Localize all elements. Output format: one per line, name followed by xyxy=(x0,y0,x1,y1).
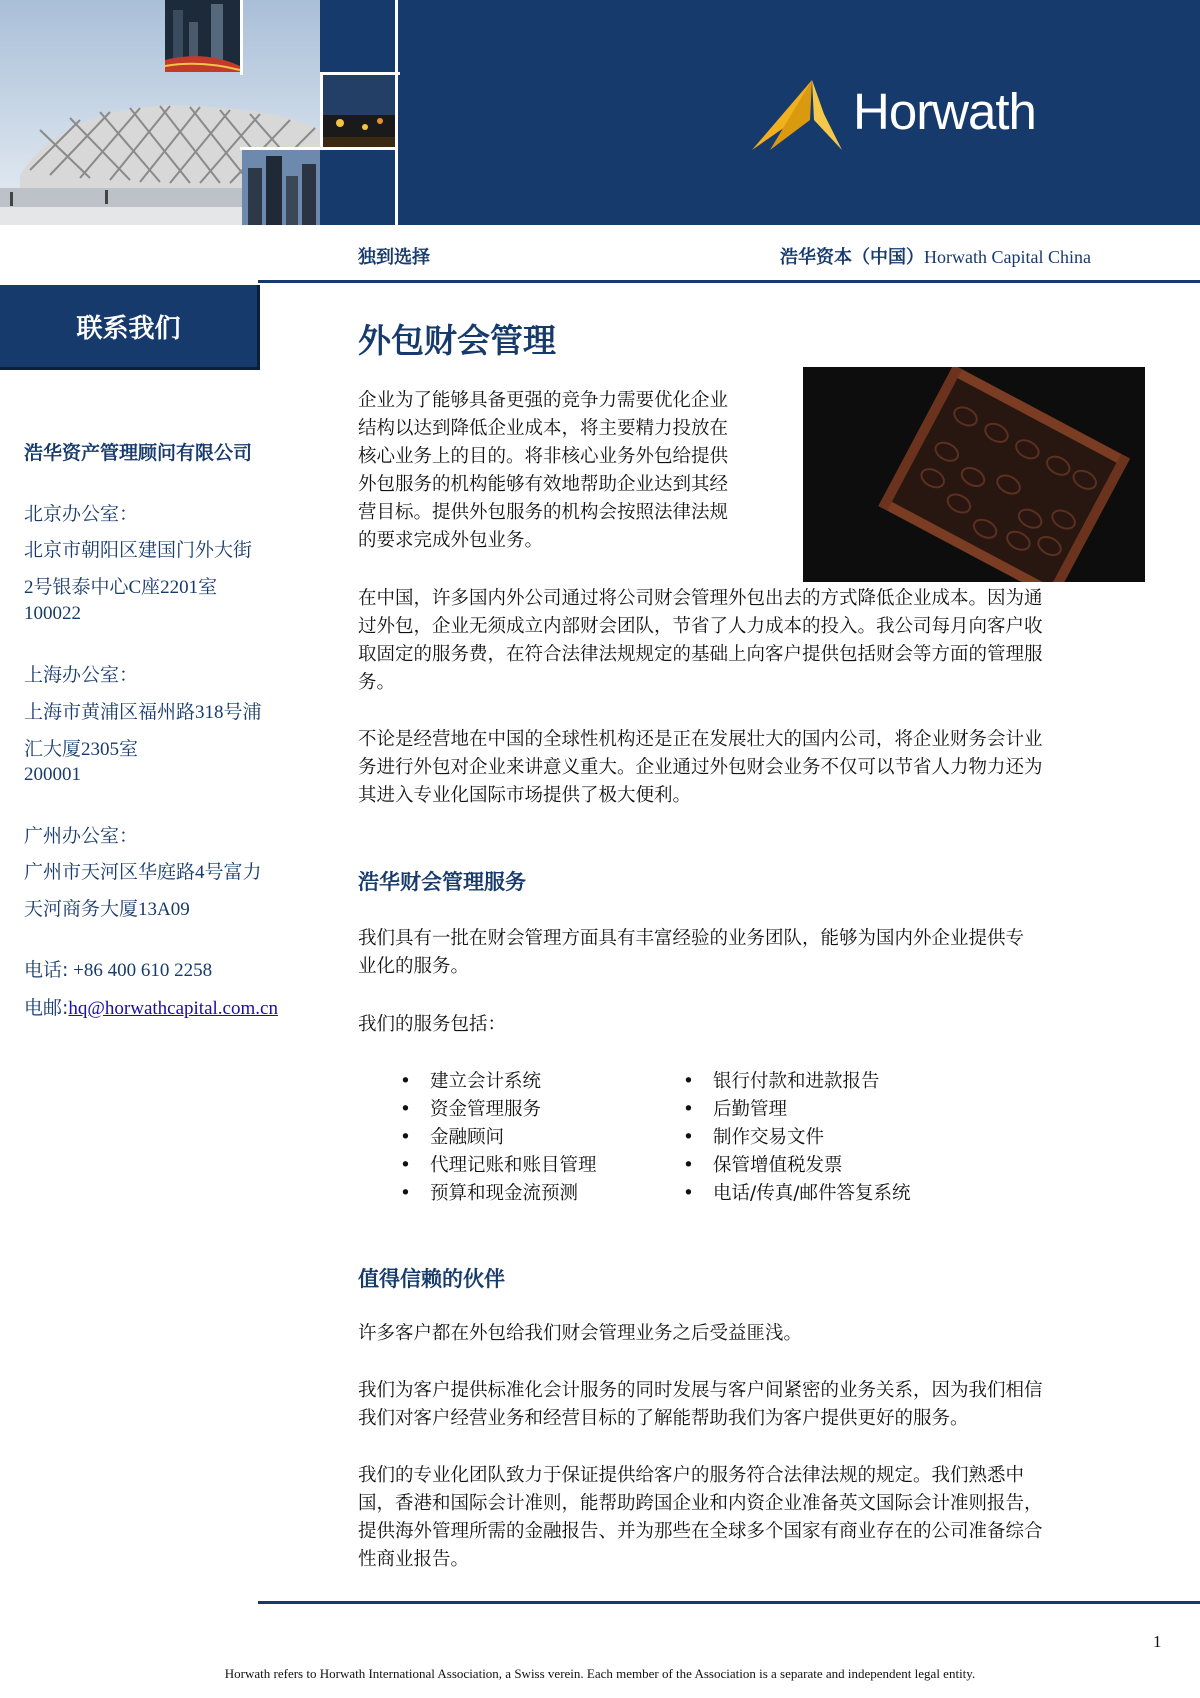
text-line: 在中国，许多国内外公司通过将公司财会管理外包出去的方式降低企业成本。因为通 xyxy=(358,588,1043,609)
text-line: 营目标。提供外包服务的机构会按照法律法规 xyxy=(358,502,729,523)
paragraph xyxy=(358,925,1161,981)
paragraph xyxy=(358,1377,1161,1433)
bullet: • xyxy=(683,1071,694,1092)
skyscrapers-photo xyxy=(242,150,320,225)
office-label-beijing: 北京办公室： xyxy=(24,503,139,525)
footer-disclaimer: Horwath refers to Horwath International Association, a Swiss verein. Each member of the Association is a separate and independent legal entity. xyxy=(224,1666,976,1681)
banner-divider xyxy=(320,72,400,75)
service-label: 代理记账和账目管理 xyxy=(430,1155,597,1176)
list-item xyxy=(683,1152,910,1180)
sidebar-company-name: 浩华资产管理顾问有限公司 xyxy=(24,442,253,464)
text-line: 的要求完成外包业务。 xyxy=(358,530,544,551)
bullet: • xyxy=(400,1099,411,1120)
service-label: 金融顾问 xyxy=(430,1127,505,1148)
text-line: 结构以达到降低企业成本，将主要精力投放在 xyxy=(358,418,729,439)
bullet: • xyxy=(683,1155,694,1176)
banner-divider xyxy=(240,147,398,150)
footer-rule xyxy=(258,1601,1200,1604)
service-label: 电话/传真/邮件答复系统 xyxy=(713,1183,911,1204)
service-label: 预算和现金流预测 xyxy=(430,1183,579,1204)
email-link[interactable]: hq@horwathcapital.com.cn xyxy=(68,998,278,1019)
bullet: • xyxy=(683,1183,694,1204)
horwath-logo-icon xyxy=(752,80,852,152)
bullet: • xyxy=(683,1127,694,1148)
banner-divider xyxy=(395,0,398,225)
paragraph: 许多客户都在外包给我们财会管理业务之后受益匪浅。 xyxy=(358,1323,803,1344)
list-item xyxy=(400,1152,597,1180)
office-label-guangzhou: 广州办公室： xyxy=(24,825,139,847)
list-item xyxy=(683,1180,910,1208)
city-towers-photo xyxy=(165,0,240,72)
list-item xyxy=(683,1124,910,1152)
text-line: 我们为客户提供标准化会计服务的同时发展与客户间紧密的业务关系，因为我们相信 xyxy=(358,1380,1043,1401)
text-line: 其进入专业化国际市场提供了极大便利。 xyxy=(358,785,692,806)
service-label: 建立会计系统 xyxy=(430,1071,542,1092)
email-label: 电邮: xyxy=(24,997,69,1019)
list-item xyxy=(400,1096,597,1124)
header-rule xyxy=(258,280,1200,283)
section-heading: 值得信赖的伙伴 xyxy=(358,1267,505,1291)
bullet: • xyxy=(400,1127,411,1148)
text-line: 务进行外包对企业来讲意义重大。企业通过外包财会业务不仅可以节省人力物力还为 xyxy=(358,757,1043,778)
service-label: 银行付款和进款报告 xyxy=(713,1071,880,1092)
text-line: 性商业报告。 xyxy=(358,1549,470,1570)
page-title: 外包财会管理 xyxy=(358,321,556,360)
service-label: 后勤管理 xyxy=(713,1099,788,1120)
office-address-guangzhou: 广州市天河区华庭路4号富力 xyxy=(24,862,262,883)
list-item xyxy=(683,1068,910,1096)
bullet: • xyxy=(683,1099,694,1120)
phone-label: 电话: xyxy=(24,959,69,981)
office-address-beijing: 北京市朝阳区建国门外大街 xyxy=(24,540,253,561)
text-line: 过外包，企业无须成立内部财会团队，节省了人力成本的投入。我公司每月向客户收 xyxy=(358,616,1043,637)
list-item xyxy=(400,1180,597,1208)
page-number: 1 xyxy=(1153,1632,1162,1651)
service-label: 资金管理服务 xyxy=(430,1099,542,1120)
text-line: 我们具有一批在财会管理方面具有丰富经验的业务团队，能够为国内外企业提供专 xyxy=(358,928,1025,949)
office-label-shanghai: 上海办公室： xyxy=(24,664,139,686)
list-item xyxy=(400,1124,597,1152)
text-line: 企业为了能够具备更强的竞争力需要优化企业 xyxy=(358,390,729,411)
office-address-guangzhou: 天河商务大厦13A09 xyxy=(24,899,190,920)
text-line: 取固定的服务费，在符合法律法规规定的基础上向客户提供包括财会等方面的管理服 xyxy=(358,644,1043,665)
header-banner xyxy=(0,0,1200,225)
text-line: 我们对客户经营业务和经营目标的了解能帮助我们为客户提供更好的服务。 xyxy=(358,1408,969,1429)
tagline: 独到选择 xyxy=(358,247,430,268)
company-name-en: Horwath Capital China xyxy=(924,247,1091,267)
office-address-shanghai: 汇大厦2305室 xyxy=(24,739,139,760)
bullet: • xyxy=(400,1071,411,1092)
text-line: 国，香港和国际会计准则，能帮助跨国企业和内资企业准备英文国际会计准则报告， xyxy=(358,1493,1043,1514)
phone-number: +86 400 610 2258 xyxy=(73,960,213,981)
contact-heading-shadow xyxy=(0,367,260,370)
company-name-header xyxy=(780,243,1091,269)
text-line: 我们的专业化团队致力于保证提供给客户的服务符合法律法规的规定。我们熟悉中 xyxy=(358,1465,1025,1486)
text-line: 核心业务上的目的。将非核心业务外包给提供 xyxy=(358,446,729,467)
paragraph xyxy=(358,1462,1161,1574)
text-line: 业化的服务。 xyxy=(358,956,470,977)
paragraph xyxy=(358,585,1161,697)
phone-row xyxy=(24,955,212,982)
banner-divider xyxy=(240,0,243,75)
office-address-shanghai: 上海市黄浦区福州路318号浦 xyxy=(24,702,262,723)
services-list-left xyxy=(400,1068,597,1208)
contact-heading-shadow xyxy=(257,285,260,370)
office-postcode-beijing: 100022 xyxy=(24,603,81,624)
services-list-right xyxy=(683,1068,910,1208)
text-line: 提供海外管理所需的金融报告、并为那些在全球多个国家有商业存在的公司准备综合 xyxy=(358,1521,1043,1542)
office-address-beijing: 2号银泰中心C座2201室 xyxy=(24,577,218,598)
service-label: 制作交易文件 xyxy=(713,1127,825,1148)
paragraph xyxy=(358,726,1161,810)
intro-paragraph xyxy=(358,387,783,555)
text-line: 不论是经营地在中国的全球性机构还是正在发展壮大的国内公司，将企业财务会计业 xyxy=(358,729,1043,750)
contact-heading: 联系我们 xyxy=(0,285,257,368)
office-postcode-shanghai: 200001 xyxy=(24,764,81,785)
banner-divider xyxy=(320,75,323,150)
section-heading: 浩华财会管理服务 xyxy=(358,870,526,894)
bullet: • xyxy=(400,1155,411,1176)
email-row xyxy=(24,993,278,1020)
company-name-cn: 浩华资本（中国） xyxy=(780,247,924,268)
bullet: • xyxy=(400,1183,411,1204)
text-line: 务。 xyxy=(358,672,396,693)
service-label: 保管增值税发票 xyxy=(713,1155,843,1176)
night-skyline-photo xyxy=(320,75,395,147)
services-intro: 我们的服务包括： xyxy=(358,1014,507,1035)
text-line: 外包服务的机构能够有效地帮助企业达到其经 xyxy=(358,474,729,495)
list-item xyxy=(400,1068,597,1096)
logo-text: Horwath xyxy=(853,83,1036,140)
list-item xyxy=(683,1096,910,1124)
abacus-photo xyxy=(803,367,1145,582)
